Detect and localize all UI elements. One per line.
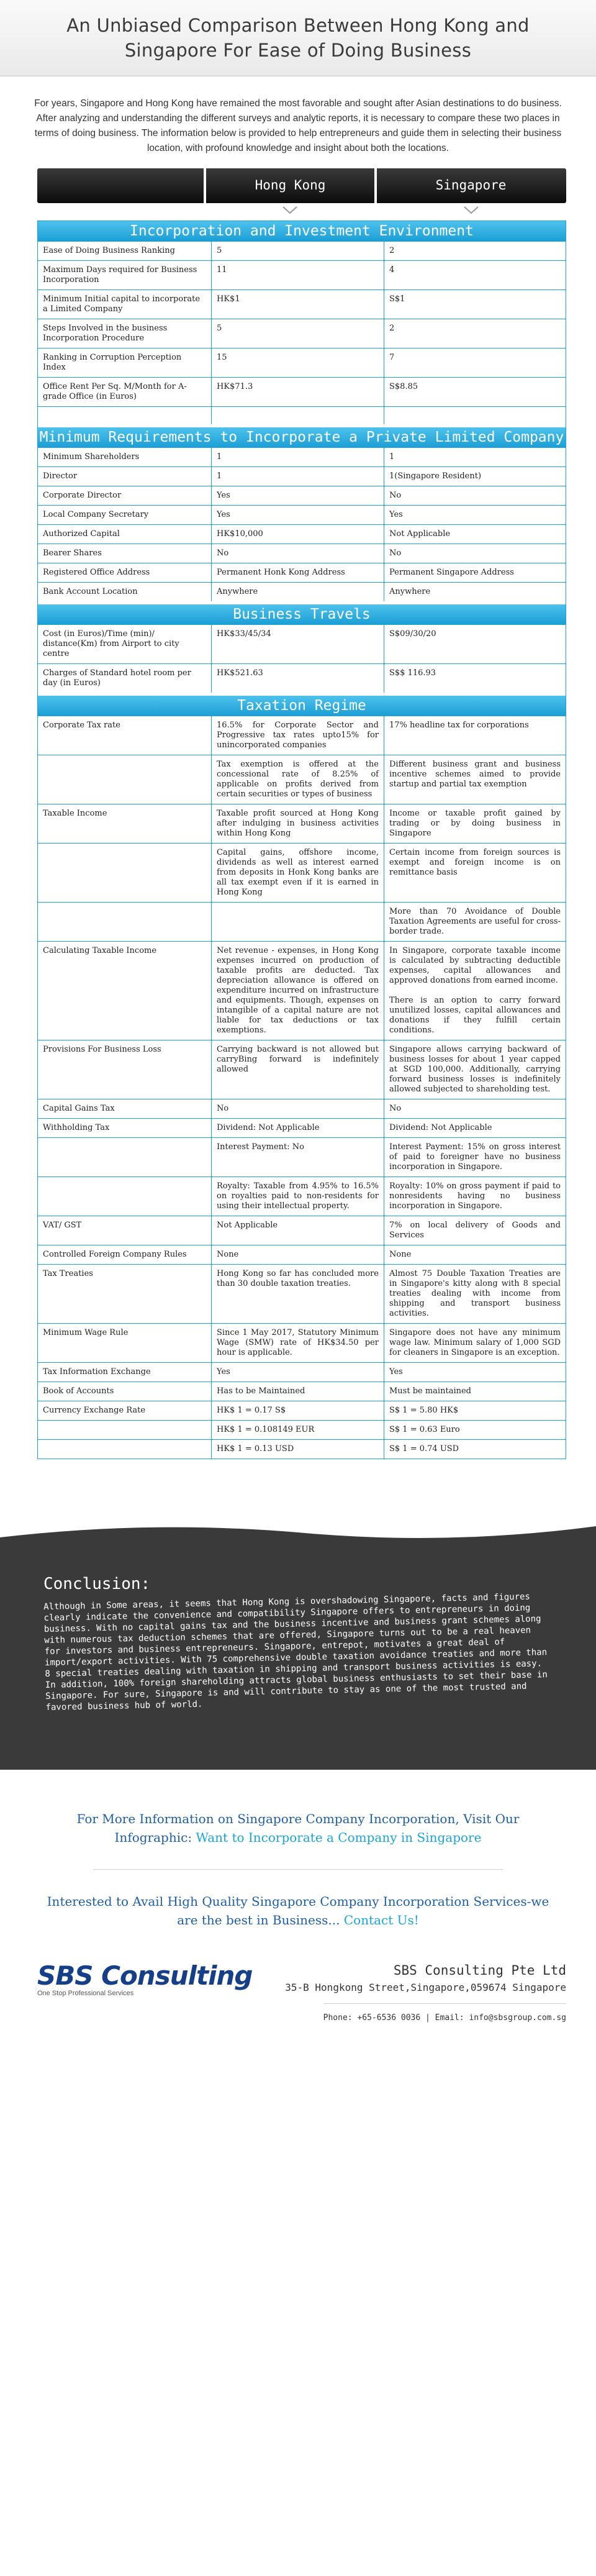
hong-kong-value: HK$1 (212, 290, 384, 319)
singapore-value: 1(Singapore Resident) (389, 471, 482, 481)
row-label: Bank Account Location (38, 583, 212, 601)
row-label: Tax Information Exchange (38, 1363, 212, 1381)
row-label: Registered Office Address (38, 563, 212, 582)
singapore-value: Yes (389, 510, 403, 519)
conclusion-heading: Conclusion: (43, 1575, 151, 1593)
more-info-text: For More Information on Singapore Company Incorporation, Visit Our Infographic: Want to Incorporate a Company in Singapore (76, 1811, 520, 1845)
row-label: Controlled Foreign Company Rules (38, 1245, 212, 1264)
table-row (38, 1176, 566, 1216)
chevron-down-icon (463, 206, 479, 214)
infographic-link[interactable]: Want to Incorporate a Company in Singapore (196, 1830, 482, 1845)
row-label: Minimum Wage Rule (38, 1324, 212, 1362)
divider (93, 1869, 503, 1870)
hong-kong-value: Hong Kong so far has concluded more than 30 double taxation treaties. (212, 1265, 384, 1323)
section-heading: Incorporation and Investment Environment (38, 221, 566, 241)
singapore-value: Yes (389, 1367, 403, 1377)
hong-kong-value: Royalty: Taxable from 4.95% to 16.5% on royalties paid to non-residents for using their intellectual property. (212, 1177, 384, 1216)
hong-kong-value: None (212, 1245, 384, 1264)
row-label (38, 407, 212, 424)
row-label: Minimum Shareholders (38, 448, 212, 467)
singapore-value: No (389, 548, 402, 558)
conclusion-section (0, 1519, 596, 1770)
column-header-hong-kong: Hong Kong (255, 178, 326, 193)
row-label (38, 1421, 212, 1439)
hong-kong-value (212, 407, 384, 424)
table-row (38, 486, 566, 505)
row-label: Authorized Capital (38, 525, 212, 544)
singapore-value: S$ 1 = 0.63 Euro (389, 1425, 460, 1434)
singapore-value: 2 (389, 246, 395, 255)
contact-us-link[interactable]: Contact Us! (343, 1913, 419, 1927)
hong-kong-value: Dividend: Not Applicable (212, 1119, 384, 1137)
table-row (38, 260, 566, 289)
table-row (38, 582, 566, 601)
table-row (38, 716, 566, 755)
row-label: Corporate Tax rate (38, 716, 212, 755)
table-row (38, 941, 566, 1040)
singapore-value: Almost 75 Double Taxation Treaties are in Singapore's kitty along with 8 special treaties dealing with income from shipping and transport business activities. (389, 1269, 561, 1318)
table-row (38, 377, 566, 406)
table-row (38, 1118, 566, 1137)
table-row (38, 348, 566, 377)
row-label (38, 755, 212, 804)
hong-kong-value: Permanent Honk Kong Address (212, 563, 384, 582)
hong-kong-value: HK$521.63 (212, 664, 384, 693)
page-title-line-2: Singapore For Ease of Doing Business (124, 40, 472, 61)
hong-kong-value: No (212, 1099, 384, 1118)
singapore-value: Anywhere (389, 587, 431, 596)
row-label: Corporate Director (38, 486, 212, 505)
row-label: Currency Exchange Rate (38, 1401, 212, 1420)
table-row (38, 1264, 566, 1323)
table-row (38, 1381, 566, 1401)
footer (0, 1960, 596, 2035)
singapore-value: 2 (389, 324, 395, 333)
singapore-value: S$1 (389, 294, 405, 304)
singapore-value: 4 (389, 265, 395, 275)
hong-kong-value: Yes (212, 486, 384, 505)
row-label: Office Rent Per Sq. M/Month for A-grade Office (in Euros) (38, 378, 212, 406)
hong-kong-value: 1 (212, 448, 384, 467)
singapore-value: Not Applicable (389, 529, 451, 539)
hong-kong-value: HK$33/45/34 (212, 625, 384, 663)
logo-tagline: One Stop Professional Services (37, 1990, 134, 1997)
hong-kong-value: Anywhere (212, 583, 384, 601)
row-label: VAT/ GST (38, 1216, 212, 1245)
hong-kong-value: 1 (212, 467, 384, 486)
table-row (38, 289, 566, 319)
hong-kong-value: Carrying backward is not allowed but carryBing forward is indefinitely allowed (212, 1040, 384, 1099)
table-row (38, 447, 566, 467)
hong-kong-value: 16.5% for Corporate Sector and Progressive tax rates upto15% for unincorporated companies (212, 716, 384, 755)
row-label (38, 844, 212, 902)
comparison-table (37, 221, 566, 1459)
hong-kong-value: Yes (212, 1363, 384, 1381)
table-row (38, 843, 566, 902)
table-row (38, 1137, 566, 1176)
row-label: Provisions For Business Loss (38, 1040, 212, 1099)
hong-kong-value: HK$10,000 (212, 525, 384, 544)
hong-kong-value: Since 1 May 2017, Statutory Minimum Wage (SMW) rate of HK$34.50 per hour is applicable. (212, 1324, 384, 1362)
table-row (38, 1245, 566, 1264)
contact-line: Phone: +65-6536 0036 | Email: info@sbsgroup.com.sg (323, 2013, 566, 2023)
table-row (38, 902, 566, 941)
table-row (38, 624, 566, 663)
singapore-value: 17% headline tax for corporations (389, 721, 529, 730)
section-heading: Taxation Regime (38, 693, 566, 716)
company-address: 35-B Hongkong Street,Singapore,059674 Singapore (285, 1982, 566, 1993)
row-label: Book of Accounts (38, 1382, 212, 1401)
singapore-value: Income or taxable profit gained by trading or by doing business in Singapore (389, 809, 561, 838)
singapore-value: S$ 1 = 5.80 HK$ (389, 1406, 459, 1415)
hong-kong-value: HK$ 1 = 0.17 S$ (212, 1401, 384, 1420)
singapore-value: Different business grant and business incentive schemes aimed to provide startup and partial tax exemption (389, 760, 561, 789)
row-label: Minimum Initial capital to incorporate a Limited Company (38, 290, 212, 319)
hong-kong-value (212, 903, 384, 941)
table-row (38, 1099, 566, 1118)
page-title-line-1: An Unbiased Comparison Between Hong Kong and (66, 15, 530, 36)
row-label (38, 903, 212, 941)
hong-kong-value: HK$ 1 = 0.13 USD (212, 1440, 384, 1459)
table-row (38, 1420, 566, 1439)
singapore-value: No (389, 491, 402, 500)
row-label (38, 1177, 212, 1216)
singapore-value: No (389, 1104, 402, 1113)
hong-kong-value: Capital gains, offshore income, dividends as well as interest earned from deposits in Honk Kong banks are all tax exempt even if it is earned in Hong Kong (212, 844, 384, 902)
row-label: Withholding Tax (38, 1119, 212, 1137)
table-row (38, 241, 566, 260)
chevron-down-icon (282, 206, 298, 214)
row-label: Calculating Taxable Income (38, 942, 212, 1040)
section-heading: Minimum Requirements to Incorporate a Private Limited Company (38, 424, 566, 447)
wave-divider (0, 1519, 596, 1556)
table-row (38, 406, 566, 424)
row-label (38, 1138, 212, 1176)
hong-kong-value: 15 (212, 348, 384, 377)
table-row (38, 663, 566, 693)
hong-kong-value: No (212, 544, 384, 563)
singapore-value (384, 407, 566, 424)
hong-kong-value: Yes (212, 506, 384, 524)
singapore-value: Permanent Singapore Address (389, 568, 514, 577)
logo-text: SBS Consulting (37, 1960, 253, 1991)
table-row (38, 467, 566, 486)
sbs-logo (37, 1960, 252, 1997)
singapore-value: 7 (389, 353, 395, 362)
singapore-value: Singapore does not have any minimum wage law. Minimum salary of 1,000 SGD for cleaners in Singapore is an exception. (389, 1328, 561, 1357)
page-title (66, 13, 529, 63)
singapore-value: Royalty: 10% on gross payment if paid to nonresidents having no business incorporation in Singapore. (389, 1181, 561, 1211)
table-row (38, 1439, 566, 1459)
page-header (0, 0, 596, 76)
table-row (38, 505, 566, 524)
table-row (38, 544, 566, 563)
column-header-bar (37, 168, 566, 203)
hong-kong-value: Net revenue - expenses, in Hong Kong expenses incurred on production of taxable profits are deducted. Tax depreciation allowance is offered on expenditure incurred on infrastructure and equipments. Though, expenses on intangible of a capital nature are not liable for tax deductions or tax exemptions. (212, 942, 384, 1040)
hong-kong-value: HK$71.3 (212, 378, 384, 406)
column-header-singapore: Singapore (435, 178, 507, 193)
row-label: Charges of Standard hotel room per day (in Euros) (38, 664, 212, 693)
table-row (38, 1216, 566, 1245)
hong-kong-value: Has to be Maintained (212, 1382, 384, 1401)
table-row (38, 1362, 566, 1381)
singapore-value: More than 70 Avoidance of Double Taxation Agreements are useful for cross-border trade. (389, 907, 561, 936)
table-row (38, 319, 566, 348)
singapore-value: S$8.85 (389, 382, 418, 391)
hong-kong-value: 5 (212, 319, 384, 348)
hong-kong-value: Tax exemption is offered at the concessional rate of 8.25% of applicable on profits derived from certain securities or types of business (212, 755, 384, 804)
row-label: Bearer Shares (38, 544, 212, 563)
section-heading: Business Travels (38, 601, 566, 624)
company-info (285, 1963, 566, 1993)
singapore-value: Interest Payment: 15% on gross interest of paid to foreigner have no business incorporation in Singapore. (389, 1142, 561, 1172)
row-label: Tax Treaties (38, 1265, 212, 1323)
hong-kong-value: Interest Payment: No (212, 1138, 384, 1176)
row-label: Ranking in Corruption Perception Index (38, 348, 212, 377)
singapore-value: In Singapore, corporate taxable income is calculated by subtracting deductible expenses, capital allowances and approved donations from earned income. There is an option to carry forward unutilized losses, capital allowances and donations if they fulfill certain conditions. (389, 946, 561, 1035)
table-row (38, 563, 566, 582)
singapore-value: S$$ 116.93 (389, 668, 436, 678)
hong-kong-value: 11 (212, 261, 384, 289)
table-row (38, 1401, 566, 1420)
hong-kong-value: HK$ 1 = 0.108149 EUR (212, 1421, 384, 1439)
table-row (38, 1040, 566, 1099)
singapore-value: S$09/30/20 (389, 629, 436, 639)
row-label: Ease of Doing Business Ranking (38, 242, 212, 260)
singapore-value: 7% on local delivery of Goods and Services (389, 1221, 561, 1240)
table-row (38, 524, 566, 544)
conclusion-text: Although in Some areas, it seems that Hong Kong is overshadowing Singapore, facts and figures clearly indicate the convenience and compatibility Singapore offers to entrepreneurs in doing business. With no capital gains tax and the business incentive and business grant schemes along with numerous tax deduction schemes that are offered, Singapore turns out to be a real heaven for investors and business entrepreneurs. Singapore, entrepot, motivates a great deal of import/export activities. With 75 comprehensive double taxation avoidance treaties and more than 8 special treaties dealing with taxation in shipping and transport business activities is easy. In addition, 100% foreign shareholding attracts global business enthusiasts to set their base in Singapore. For sure, Singapore is and will contribute to stay as one of the most trusted and favored business hub of world. (43, 1591, 548, 1713)
row-label: Local Company Secretary (38, 506, 212, 524)
singapore-value: None (389, 1250, 412, 1259)
singapore-value: S$ 1 = 0.74 USD (389, 1444, 459, 1454)
singapore-value: Singapore allows carrying backward of business losses for about 1 year capped at SGD 100,000. Additionally, carrying forward business losses is indefinitely allowed subjected to shareholding test. (389, 1045, 561, 1094)
row-label: Steps Involved in the business Incorporation Procedure (38, 319, 212, 348)
row-label: Cost (in Euros)/Time (min)/ distance(Km) from Airport to city centre (38, 625, 212, 663)
avail-services-text: Interested to Avail High Quality Singapore Company Incorporation Services-we are the best in Business... Contact Us! (47, 1894, 549, 1927)
hong-kong-value: 5 (212, 242, 384, 260)
singapore-value: 1 (389, 452, 395, 462)
intro-paragraph: For years, Singapore and Hong Kong have remained the most favorable and sought after Asian destinations to do business. After analyzing and understanding the different surveys and analytic reports, it is necessary to compare these two places in terms of doing business. The information below is provided to help entrepreneurs and guide them in selecting their business location, with profound knowledge and insight about both the locations. (34, 98, 562, 153)
singapore-value: Must be maintained (389, 1386, 471, 1396)
row-label: Taxable Income (38, 804, 212, 843)
singapore-value: Certain income from foreign sources is exempt and foreign income is on remittance basis (389, 848, 561, 877)
singapore-value: Dividend: Not Applicable (389, 1123, 492, 1132)
row-label: Capital Gains Tax (38, 1099, 212, 1118)
table-row (38, 804, 566, 843)
table-row (38, 755, 566, 804)
hong-kong-value: Not Applicable (212, 1216, 384, 1245)
company-name: SBS Consulting Pte Ltd (393, 1963, 566, 1978)
table-row (38, 1323, 566, 1362)
row-label: Director (38, 467, 212, 486)
row-label (38, 1440, 212, 1459)
hong-kong-value: Taxable profit sourced at Hong Kong after indulging in business activities within Hong Kong (212, 804, 384, 843)
row-label: Maximum Days required for Business Incorporation (38, 261, 212, 289)
